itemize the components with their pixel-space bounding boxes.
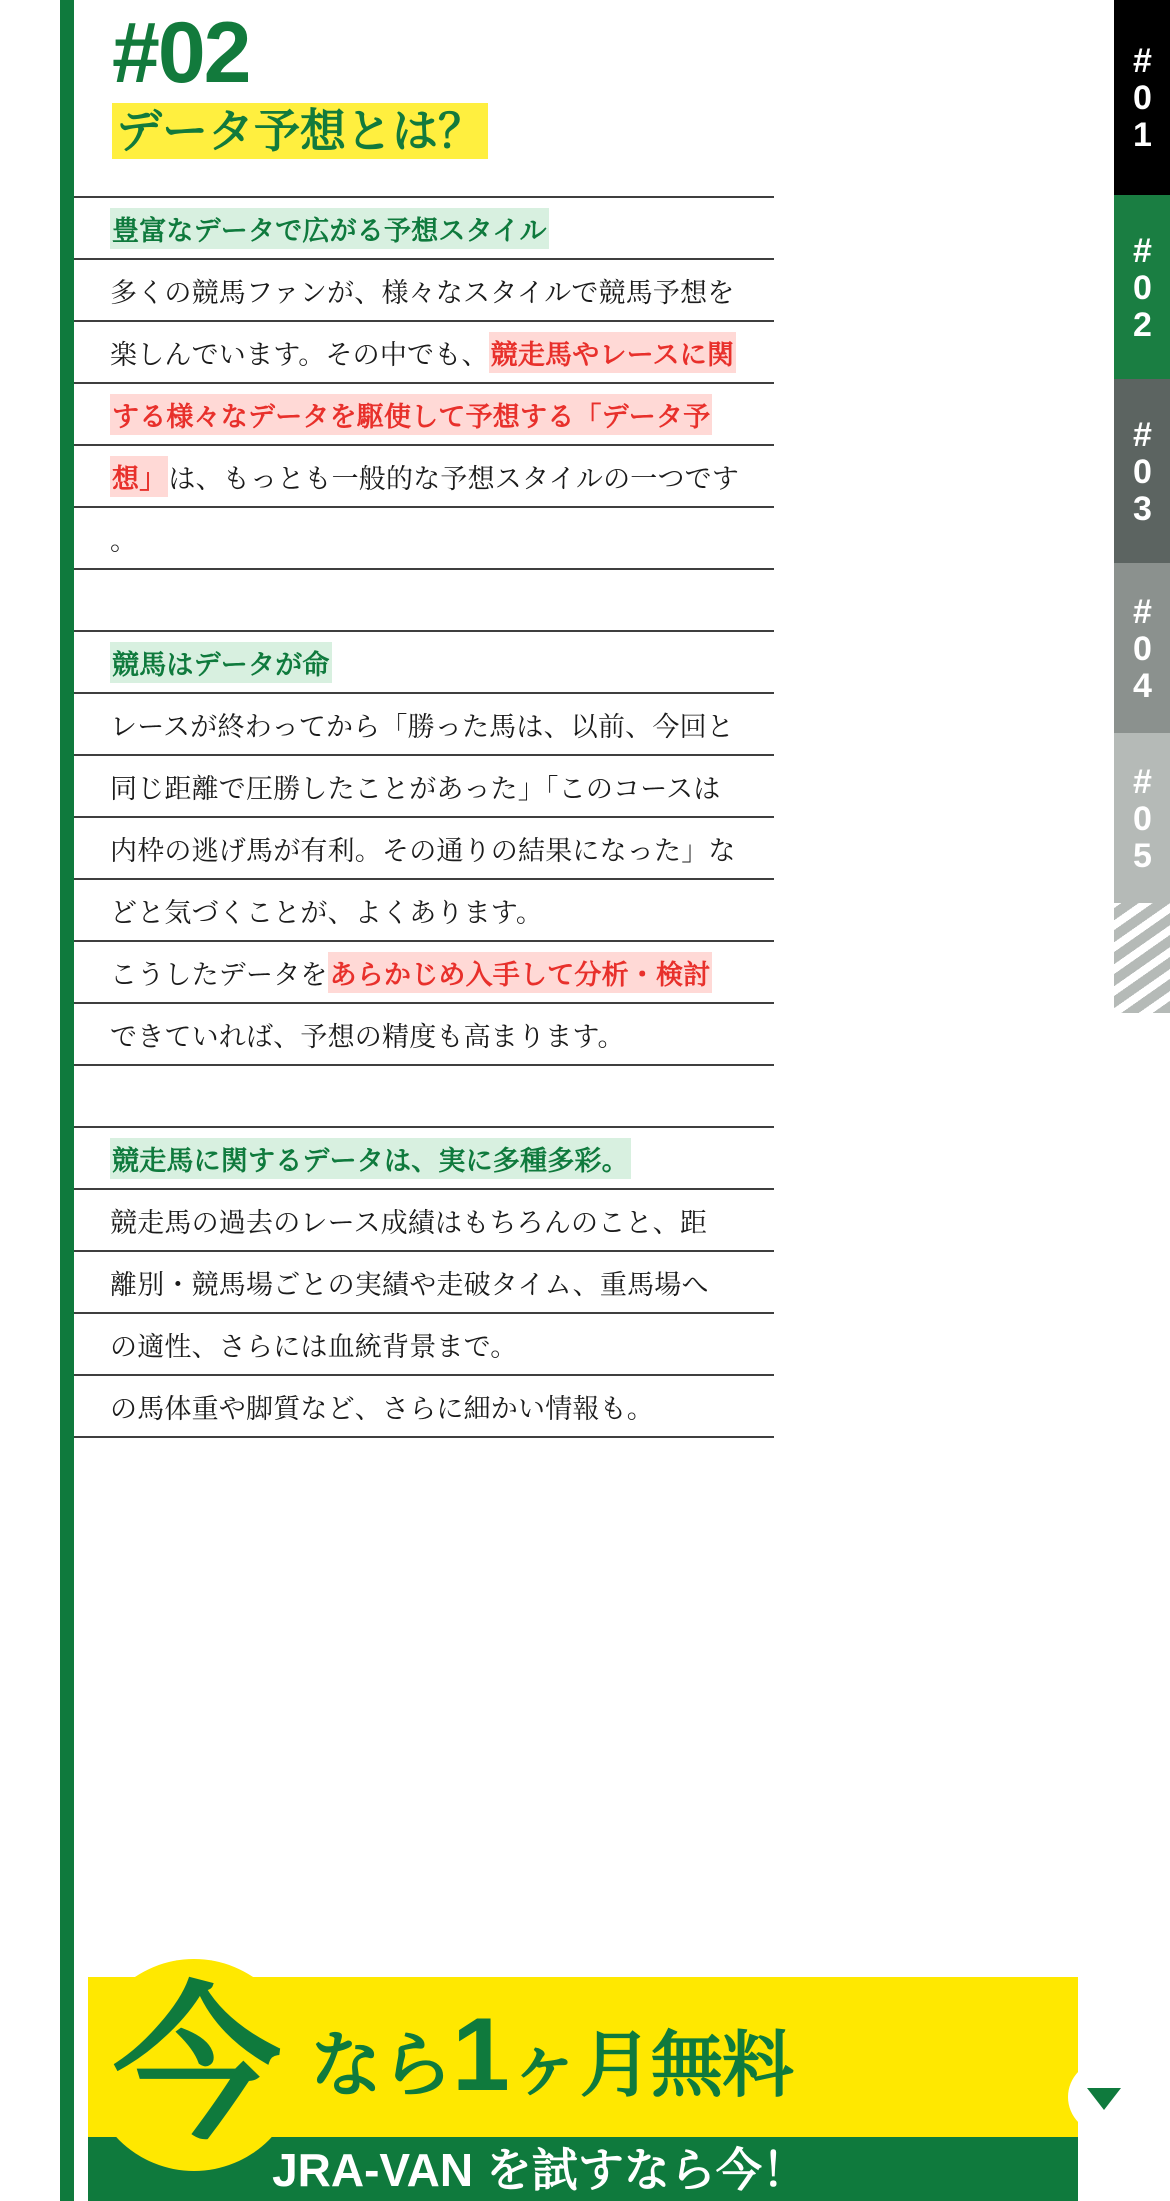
index-tab-stripes — [1114, 903, 1170, 1013]
promo-banner[interactable] — [0, 1943, 1170, 2201]
body-line — [74, 1252, 774, 1314]
index-tab-05-label: #05 — [1123, 762, 1162, 874]
article-number: #02 — [112, 5, 250, 101]
left-green-rule — [60, 0, 74, 2201]
body-line — [74, 384, 774, 446]
body-line — [74, 260, 774, 322]
index-tab-01-label: #01 — [1123, 42, 1162, 153]
body-line — [74, 1004, 774, 1066]
text-run: 想」 — [110, 456, 168, 497]
body-line — [74, 446, 774, 508]
text-run: こうしたデータを — [110, 959, 328, 990]
body-line — [74, 198, 774, 260]
body-line — [74, 942, 774, 1004]
article-header — [74, 0, 774, 160]
text-run: 同じ距離で圧勝したことがあった」「このコースは — [110, 773, 721, 804]
text-run: は、もっとも一般的な予想スタイルの一つです — [168, 463, 740, 494]
index-tab-rail — [1114, 0, 1170, 2201]
text-run: 豊富なデータで広がる予想スタイル — [110, 208, 549, 249]
index-tab-01[interactable] — [1114, 0, 1170, 195]
banner-headline-number: 1 — [452, 1997, 509, 2113]
body-line — [74, 1376, 774, 1438]
body-line — [74, 1066, 774, 1128]
index-tab-04[interactable] — [1114, 563, 1170, 733]
banner-headline — [310, 1985, 793, 2136]
body-line — [74, 1128, 774, 1190]
text-run: 競走馬に関するデータは、実に多種多彩。 — [110, 1138, 631, 1179]
banner-headline-prefix: なら — [310, 2026, 453, 2106]
text-run: 競馬はデータが命 — [110, 642, 332, 683]
body-line — [74, 1190, 774, 1252]
page-title: データ予想とは？ — [112, 103, 488, 159]
banner-headline-suffix: ヶ月無料 — [508, 2026, 793, 2106]
body-line — [74, 756, 774, 818]
triangle-down-icon[interactable] — [1068, 2061, 1140, 2133]
text-run: できていれば、予想の精度も高まります。 — [110, 1021, 625, 1052]
index-tab-02-label: #02 — [1123, 231, 1162, 343]
text-run: 楽しんでいます。その中でも、 — [110, 339, 489, 370]
text-run: の馬体重や脚質など、さらに細かい情報も。 — [110, 1393, 654, 1424]
body-line — [74, 632, 774, 694]
text-run: 離別・競馬場ごとの実績や走破タイム、重馬場へ — [110, 1269, 709, 1300]
text-run: どと気づくことが、よくあります。 — [110, 897, 544, 928]
text-run: 競走馬やレースに関 — [489, 332, 736, 373]
text-run: 。 — [110, 525, 138, 556]
body-line — [74, 508, 774, 570]
article-title-wrap — [112, 103, 488, 161]
index-tab-05[interactable] — [1114, 733, 1170, 903]
text-run: する様々なデータを駆使して予想する「データ予 — [110, 394, 712, 435]
body-line — [74, 322, 774, 384]
text-run: あらかじめ入手して分析・検討 — [328, 952, 713, 993]
body-line — [74, 880, 774, 942]
index-tab-03-label: #03 — [1123, 415, 1162, 527]
article-content — [74, 0, 774, 2201]
text-run: 競走馬の過去のレース成績はもちろんのこと、距 — [110, 1207, 708, 1238]
index-tab-04-label: #04 — [1123, 592, 1162, 704]
body-line — [74, 694, 774, 756]
body-line — [74, 570, 774, 632]
index-tab-03[interactable] — [1114, 379, 1170, 563]
text-run: 内枠の逃げ馬が有利。その通りの結果になった」な — [110, 835, 736, 866]
index-tab-02[interactable] — [1114, 195, 1170, 379]
body-line — [74, 818, 774, 880]
body-line — [74, 1314, 774, 1376]
text-run: レースが終わってから「勝った馬は、以前、今回と — [110, 711, 734, 742]
banner-subline: JRA-VAN を試すなら今！ — [272, 2144, 808, 2196]
text-run: 多くの競馬ファンが、様々なスタイルで競馬予想を — [110, 277, 735, 308]
banner-kanji: 今 — [113, 1967, 281, 2163]
text-run: の適性、さらには血統背景まで。 — [110, 1331, 518, 1362]
article-body — [74, 196, 774, 1438]
